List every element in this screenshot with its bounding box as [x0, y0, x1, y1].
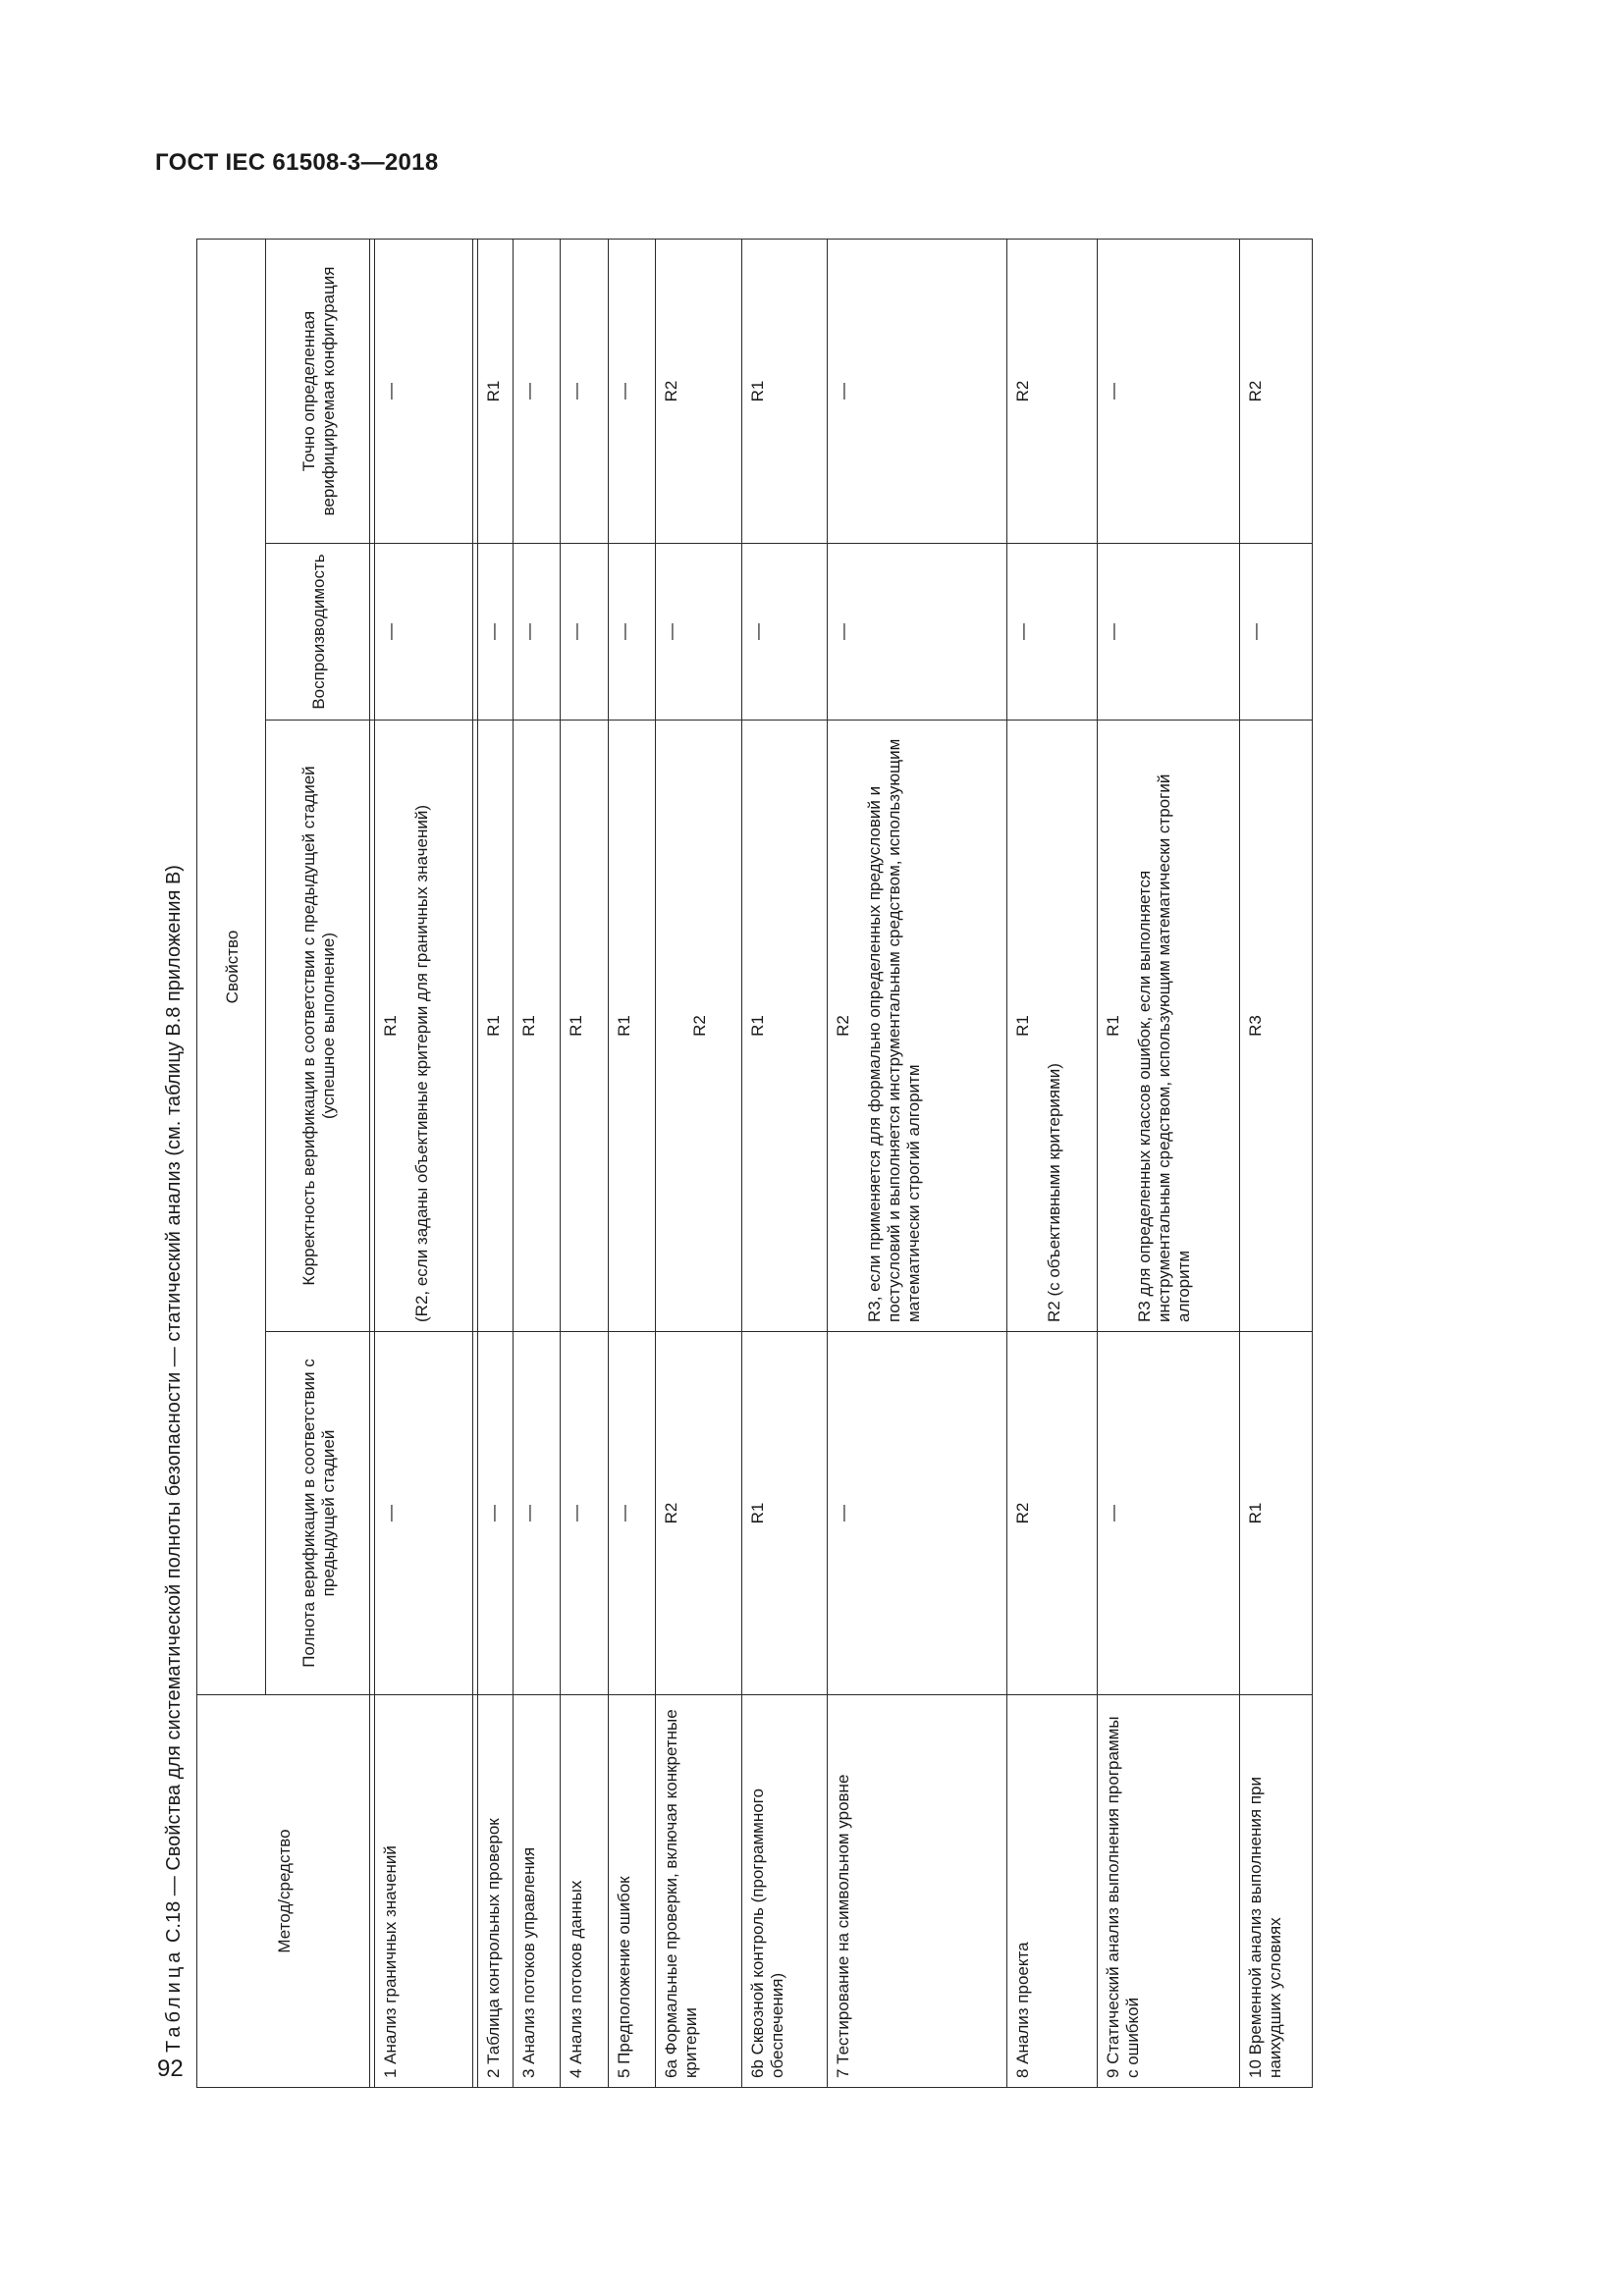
page-number: 92 [157, 2056, 184, 2082]
correctness-cell: R3 [1240, 721, 1313, 1332]
caption-label: Таблица [163, 1948, 185, 2053]
method-cell: 4 Анализ потоков данных [561, 1695, 609, 2088]
rotated-table-area [157, 169, 1284, 2088]
correctness-note: R2 (с объективными критериями) [1045, 1063, 1063, 1322]
repeatability-cell: — [1007, 544, 1098, 721]
correctness-value: R2 [834, 1015, 852, 1037]
correctness-cell: R2 [656, 721, 742, 1332]
table-body [370, 239, 1313, 2087]
correctness-note: R3 для определенных классов ошибок, если выполняется инструментальным средством, использующим математически строгий алгоритм [1135, 774, 1193, 1322]
header-completeness: Полнота верификации в соответствии с предыдущей стадией [266, 1332, 370, 1695]
method-cell: 6а Формальные проверки, включая конкретные критерии [656, 1695, 742, 2088]
repeatability-cell: — [375, 544, 473, 721]
correctness-note: R3, если применяется для формально определенных предусловий и постусловий и выполняется инструментальным средством, использующим математически строгий алгоритм [865, 738, 923, 1322]
repeatability-cell: — [1098, 544, 1240, 721]
method-cell: 7 Тестирование на символьном уровне [828, 1695, 1007, 2088]
completeness-cell: — [828, 1332, 1007, 1695]
table-row [1007, 239, 1098, 2087]
repeatability-cell: — [1240, 544, 1313, 721]
header-configuration: Точно определенная верифицируемая конфигурация [266, 239, 370, 543]
document-header: ГОСТ IEC 61508-3—2018 [155, 149, 439, 176]
table-wrapper [196, 240, 1313, 2088]
correctness-value: R1 [1013, 1015, 1032, 1037]
configuration-cell: — [561, 239, 609, 543]
header-row-1 [197, 239, 266, 2087]
table-caption [163, 865, 186, 2053]
configuration-cell: R1 [478, 239, 514, 543]
repeatability-cell: — [828, 544, 1007, 721]
configuration-cell: R1 [742, 239, 828, 543]
repeatability-cell: — [656, 544, 742, 721]
table-row [478, 239, 514, 2087]
table-row [375, 239, 473, 2087]
completeness-cell: R1 [742, 1332, 828, 1695]
table-row [609, 239, 656, 2087]
configuration-cell: — [828, 239, 1007, 543]
method-cell: 8 Анализ проекта [1007, 1695, 1098, 2088]
method-cell: 6b Сквозной контроль (программного обеспечения) [742, 1695, 828, 2088]
correctness-note: (R2, если заданы объективные критерии для граничных значений) [412, 805, 431, 1322]
correctness-cell [1007, 721, 1098, 1332]
completeness-cell: — [609, 1332, 656, 1695]
repeatability-cell: — [514, 544, 561, 721]
configuration-cell: R2 [1007, 239, 1098, 543]
correctness-cell: R1 [609, 721, 656, 1332]
correctness-cell [1098, 721, 1240, 1332]
completeness-cell: — [561, 1332, 609, 1695]
correctness-cell: R1 [514, 721, 561, 1332]
configuration-cell: R2 [656, 239, 742, 543]
caption-text: С.18 — Свойства для систематической полноты безопасности — статический анализ (см. таблицу В.8 приложения В) [163, 865, 185, 1949]
correctness-cell [828, 721, 1007, 1332]
repeatability-cell: — [609, 544, 656, 721]
completeness-cell: — [514, 1332, 561, 1695]
table-row [1098, 239, 1240, 2087]
completeness-cell: — [1098, 1332, 1240, 1695]
table-row [656, 239, 742, 2087]
header-correctness: Корректность верификации в соответствии с предыдущей стадией (успешное выполнение) [266, 721, 370, 1332]
correctness-cell [375, 721, 473, 1332]
table-row [514, 239, 561, 2087]
method-cell: 5 Предположение ошибок [609, 1695, 656, 2088]
table-row [561, 239, 609, 2087]
table-row [828, 239, 1007, 2087]
completeness-cell: R2 [656, 1332, 742, 1695]
method-cell: 3 Анализ потоков управления [514, 1695, 561, 2088]
properties-table [196, 239, 1313, 2088]
correctness-value: R1 [1104, 1015, 1122, 1037]
correctness-cell: R1 [742, 721, 828, 1332]
repeatability-cell: — [742, 544, 828, 721]
configuration-cell: — [1098, 239, 1240, 543]
header-property-group: Свойство [197, 239, 266, 1694]
table-row [742, 239, 828, 2087]
completeness-cell: R1 [1240, 1332, 1313, 1695]
completeness-cell: — [375, 1332, 473, 1695]
correctness-cell: R1 [478, 721, 514, 1332]
configuration-cell: R2 [1240, 239, 1313, 543]
method-cell: 2 Таблица контрольных проверок [478, 1695, 514, 2088]
method-cell: 9 Статический анализ выполнения программы с ошибкой [1098, 1695, 1240, 2088]
header-repeatability: Воспроизводимость [266, 544, 370, 721]
correctness-value: R1 [381, 1015, 400, 1037]
completeness-cell: — [478, 1332, 514, 1695]
completeness-cell: R2 [1007, 1332, 1098, 1695]
method-cell: 1 Анализ граничных значений [375, 1695, 473, 2088]
configuration-cell: — [609, 239, 656, 543]
configuration-cell: — [375, 239, 473, 543]
header-method: Метод/средство [197, 1695, 370, 2088]
table-row [1240, 239, 1313, 2087]
configuration-cell: — [514, 239, 561, 543]
repeatability-cell: — [478, 544, 514, 721]
repeatability-cell: — [561, 544, 609, 721]
correctness-cell: R1 [561, 721, 609, 1332]
method-cell: 10 Временной анализ выполнения при наихудших условиях [1240, 1695, 1313, 2088]
